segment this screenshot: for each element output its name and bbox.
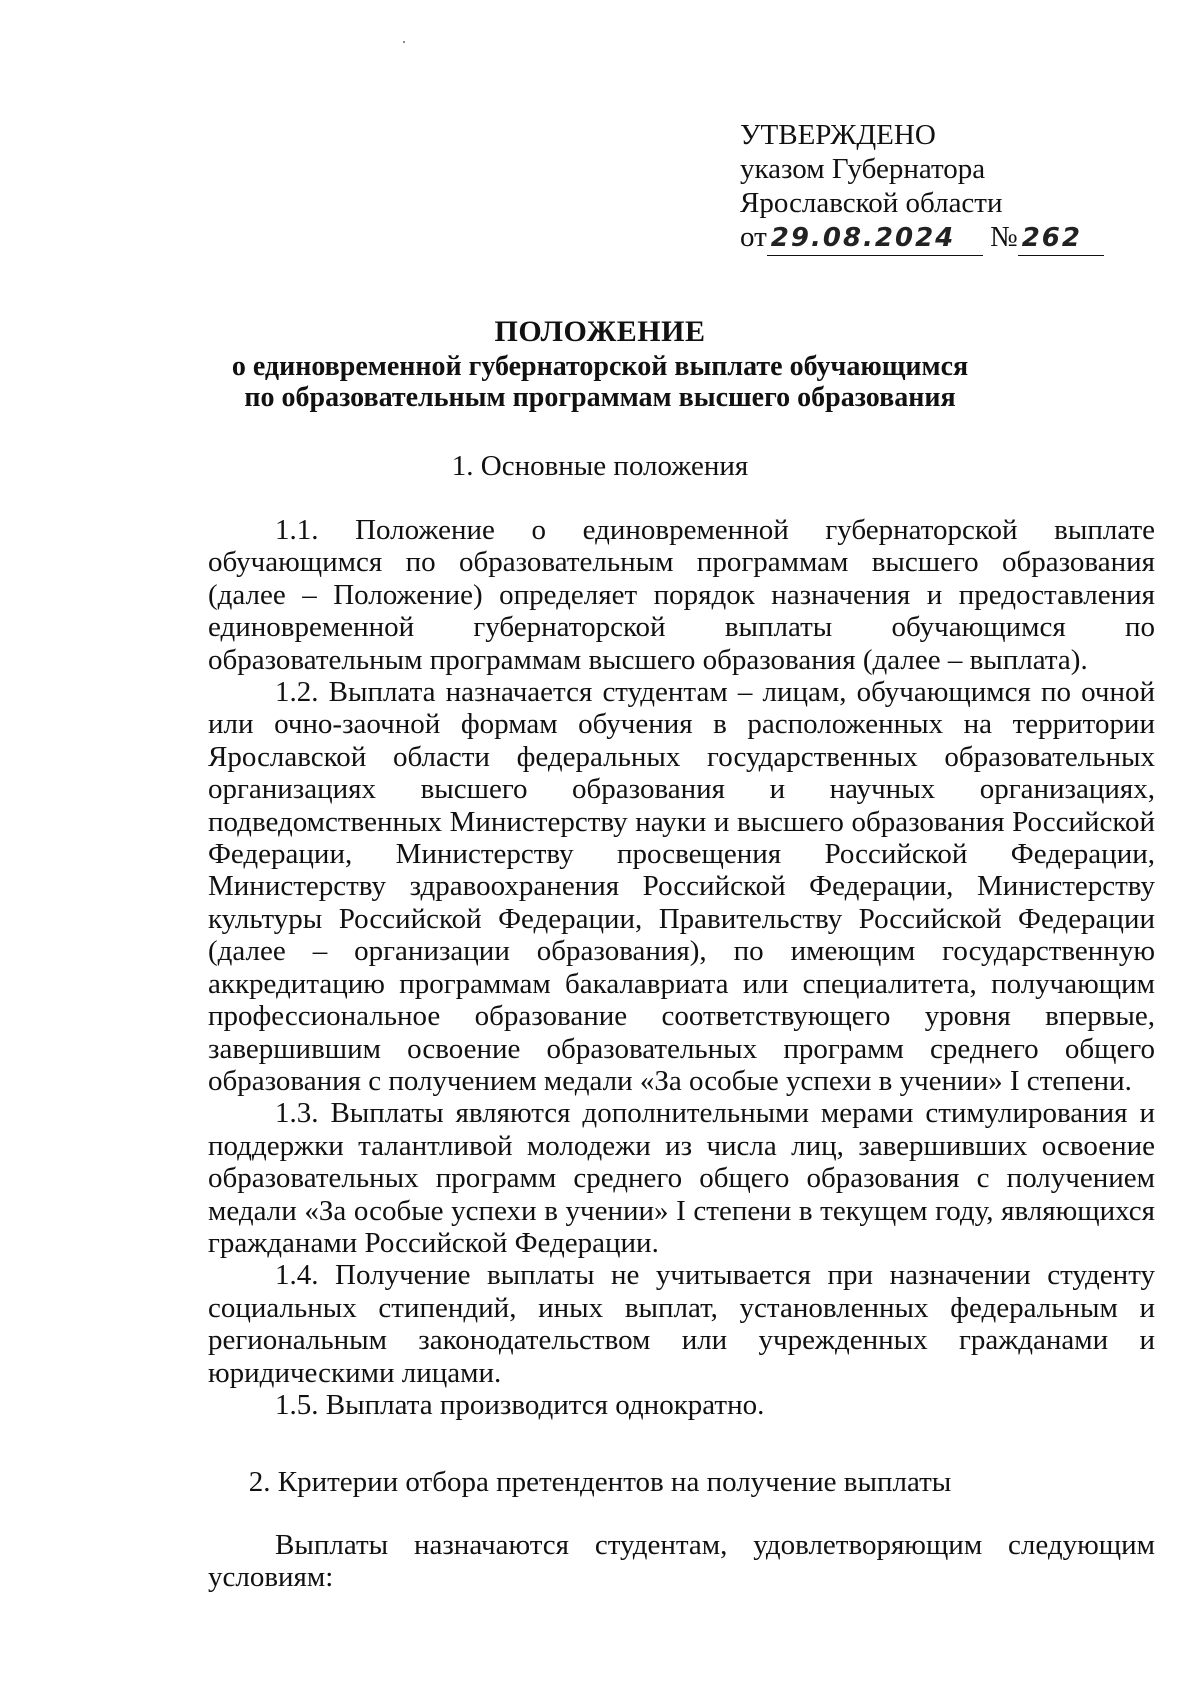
handwritten-number: 262	[1018, 221, 1104, 256]
approval-authority: указом Губернатора	[740, 153, 986, 185]
section-2-intro: Выплаты назначаются студентам, удовлетворяющим следующим условиям:	[208, 1529, 1155, 1594]
handwritten-date: 29.08.2024	[767, 221, 983, 256]
document-subtitle-line-2: по образовательным программам высшего образования	[244, 382, 956, 413]
number-prefix: №	[990, 221, 1018, 253]
paragraph-1-1: 1.1. Положение о единовременной губернаторской выплате обучающимся по образовательным программам высшего образования (далее – Положение) определяет порядок назначения и предоставления единовременной губернаторской выплаты обучающимся по образовательным программам высшего образования (далее – выплата).	[208, 514, 1155, 676]
section-1-body	[208, 514, 1155, 1421]
date-prefix: от	[740, 221, 767, 253]
scan-speck	[403, 41, 405, 43]
paragraph-1-3: 1.3. Выплаты являются дополнительными мерами стимулирования и поддержки талантливой молодежи из числа лиц, завершивших освоение образовательных программ среднего общего образования с получением медали «За особые успехи в учении» I степени в текущем году, являющихся гражданами Российской Федерации.	[208, 1097, 1155, 1259]
section-2-heading: 2. Критерии отбора претендентов на получение выплаты	[248, 1466, 952, 1498]
approval-heading: УТВЕРЖДЕНО	[740, 119, 936, 151]
paragraph-1-4: 1.4. Получение выплаты не учитывается при назначении студенту социальных стипендий, иных выплат, установленных федеральным и региональным законодательством или учрежденных гражданами и юридическими лицами.	[208, 1259, 1155, 1389]
document-heading: ПОЛОЖЕНИЕ	[494, 315, 706, 348]
document-subtitle-line-1: о единовременной губернаторской выплате обучающимся	[231, 351, 969, 382]
approval-stamp-block	[740, 118, 1104, 256]
approval-region: Ярославской области	[740, 187, 1003, 219]
paragraph-1-5: 1.5. Выплата производится однократно.	[275, 1388, 765, 1421]
section-2-body	[208, 1529, 1155, 1594]
section-1-heading: 1. Основные положения	[451, 450, 749, 482]
paragraph-1-2: 1.2. Выплата назначается студентам – лицам, обучающимся по очной или очно-заочной формам обучения в расположенных на территории Ярославской области федеральных государственных образовательных организациях высшего образования и научных организациях, подведомственных Министерству науки и высшего образования Российской Федерации, Министерству просвещения Российской Федерации, Министерству здравоохранения Российской Федерации, Министерству культуры Российской Федерации, Правительству Российской Федерации (далее – организации образования), по имеющим государственную аккредитацию программам бакалавриата или специалитета, получающим профессиональное образование соответствующего уровня впервые, завершившим освоение образовательных программ среднего общего образования с получением медали «За особые успехи в учении» I степени.	[208, 676, 1155, 1097]
approval-date-line	[740, 220, 1104, 256]
document-title	[0, 313, 1200, 413]
